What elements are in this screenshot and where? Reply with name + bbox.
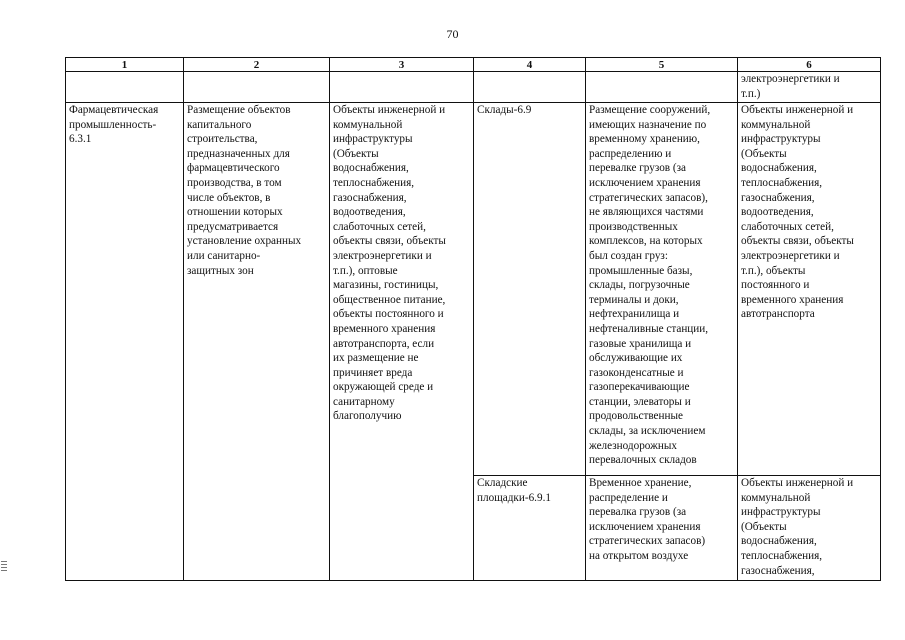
cell-main-use-description: Размещение объектов капитального строительства, предназначенных для фармацевтического производства, в том числе объектов, в отношении которых предусматривается установление охранных или санитарно- защитных зон xyxy=(184,103,330,581)
header-col-5: 5 xyxy=(586,58,738,72)
permitted-use-table xyxy=(65,57,881,581)
cell-storage-sites-description: Временное хранение, распределение и перевалка грузов (за исключением хранения стратегических запасов) на открытом воздухе xyxy=(586,476,738,581)
empty-cell xyxy=(184,72,330,103)
cell-warehouses-description: Размещение сооружений, имеющих назначение по временному хранению, распределению и перевалке грузов (за исключением хранения стратегических запасов), не являющихся частями производственных комплексов, на которых был создан груз: промышленные базы, склады, погрузочные терминалы и доки, нефтехранилища и нефтеналивные станции, газовые хранилища и обслуживающие их газоконденсатные и газоперекачивающие станции, элеваторы и продовольственные склады, за исключением железнодорожных перевалочных складов xyxy=(586,103,738,476)
cell-main-use: Фармацевтическая промышленность- 6.3.1 xyxy=(66,103,184,581)
cell-warehouses-auxiliary: Объекты инженерной и коммунальной инфраструктуры (Объекты водоснабжения, теплоснабжения, газоснабжения, водоотведения, слаботочных сетей, объекты связи, объекты электроэнергетики и т.п.), объекты постоянного и временного хранения автотранспорта xyxy=(738,103,881,476)
cell-storage-sites-auxiliary: Объекты инженерной и коммунальной инфраструктуры (Объекты водоснабжения, теплоснабжения, газоснабжения, xyxy=(738,476,881,581)
empty-cell xyxy=(586,72,738,103)
header-col-4: 4 xyxy=(474,58,586,72)
empty-cell xyxy=(66,72,184,103)
cell-conditional-use-warehouses: Склады-6.9 xyxy=(474,103,586,476)
cell-auxiliary-uses: Объекты инженерной и коммунальной инфраструктуры (Объекты водоснабжения, теплоснабжения, газоснабжения, водоотведения, слаботочных сетей, объекты связи, объекты электроэнергетики и т.п.), оптовые магазины, гостиницы, общественное питание, объекты постоянного и временного хранения автотранспорта, если их размещение не причиняет вреда окружающей среде и санитарному благополучию xyxy=(330,103,474,581)
continuation-row xyxy=(66,72,881,103)
header-col-3: 3 xyxy=(330,58,474,72)
cell-conditional-use-storage-sites: Складские площадки-6.9.1 xyxy=(474,476,586,581)
header-col-2: 2 xyxy=(184,58,330,72)
page-number: 70 xyxy=(446,27,459,41)
empty-cell xyxy=(474,72,586,103)
continuation-cell-col6: электроэнергетики и т.п.) xyxy=(738,72,881,103)
table-header-row xyxy=(66,58,881,72)
header-col-1: 1 xyxy=(66,58,184,72)
margin-scan-mark xyxy=(1,561,7,573)
empty-cell xyxy=(330,72,474,103)
header-col-6: 6 xyxy=(738,58,881,72)
table-row-warehouses xyxy=(66,103,881,476)
